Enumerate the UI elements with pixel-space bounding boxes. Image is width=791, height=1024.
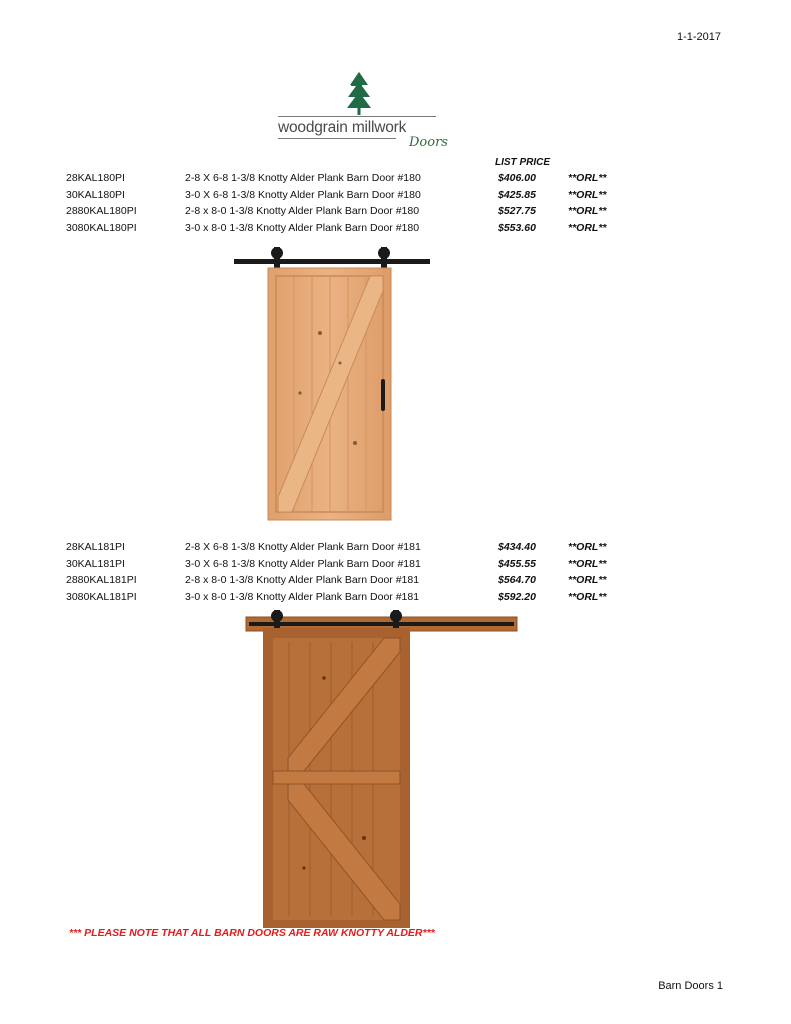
code: **ORL** xyxy=(568,205,607,218)
code: **ORL** xyxy=(568,574,607,587)
price: $455.55 xyxy=(498,557,536,570)
raw-alder-note: *** PLEASE NOTE THAT ALL BARN DOORS ARE RAW KNOTTY ALDER*** xyxy=(69,927,435,939)
price: $527.75 xyxy=(498,205,536,218)
description: 3-0 x 8-0 1-3/8 Knotty Alder Plank Barn Door #181 xyxy=(185,591,420,604)
document-date: 1-1-2017 xyxy=(676,31,721,43)
sku: 3080KAL180PI xyxy=(66,222,137,235)
price: $564.70 xyxy=(498,574,536,587)
price: $553.60 xyxy=(498,222,536,235)
sku: 28KAL181PI xyxy=(66,541,125,553)
sku: 30KAL180PI xyxy=(66,188,125,201)
price: $406.00 xyxy=(498,172,536,184)
code: **ORL** xyxy=(568,591,607,604)
logo-script: Doors xyxy=(409,135,448,150)
company-logo xyxy=(278,70,448,160)
description: 2-8 X 6-8 1-3/8 Knotty Alder Plank Barn Door #181 xyxy=(185,541,421,553)
description: 2-8 x 8-0 1-3/8 Knotty Alder Plank Barn Door #181 xyxy=(185,574,420,587)
list-price-header: LIST PRICE xyxy=(495,157,551,168)
description: 2-8 x 8-0 1-3/8 Knotty Alder Plank Barn Door #180 xyxy=(185,205,420,218)
code: **ORL** xyxy=(568,188,607,201)
code: **ORL** xyxy=(568,557,607,570)
sku: 2880KAL180PI xyxy=(66,205,137,218)
code: **ORL** xyxy=(568,172,607,184)
code: **ORL** xyxy=(568,541,607,553)
price: $592.20 xyxy=(498,591,536,604)
barn-door-181-image xyxy=(244,608,519,928)
tree-logo-icon xyxy=(339,70,379,116)
page-footer: Barn Doors 1 xyxy=(658,980,723,992)
sku: 28KAL180PI xyxy=(66,172,125,184)
logo-rule xyxy=(278,116,436,117)
logo-rule-lower xyxy=(278,138,396,139)
code: **ORL** xyxy=(568,222,607,235)
sku: 30KAL181PI xyxy=(66,557,125,570)
price: $434.40 xyxy=(498,541,536,553)
description: 3-0 X 6-8 1-3/8 Knotty Alder Plank Barn Door #181 xyxy=(185,557,421,570)
description: 2-8 X 6-8 1-3/8 Knotty Alder Plank Barn Door #180 xyxy=(185,172,421,184)
sku: 2880KAL181PI xyxy=(66,574,137,587)
sku: 3080KAL181PI xyxy=(66,591,137,604)
logo-wordmark: woodgrain millwork xyxy=(278,119,407,136)
description: 3-0 x 8-0 1-3/8 Knotty Alder Plank Barn Door #180 xyxy=(185,222,420,235)
barn-door-180-image xyxy=(230,243,435,523)
description: 3-0 X 6-8 1-3/8 Knotty Alder Plank Barn Door #180 xyxy=(185,188,421,201)
price: $425.85 xyxy=(498,188,536,201)
